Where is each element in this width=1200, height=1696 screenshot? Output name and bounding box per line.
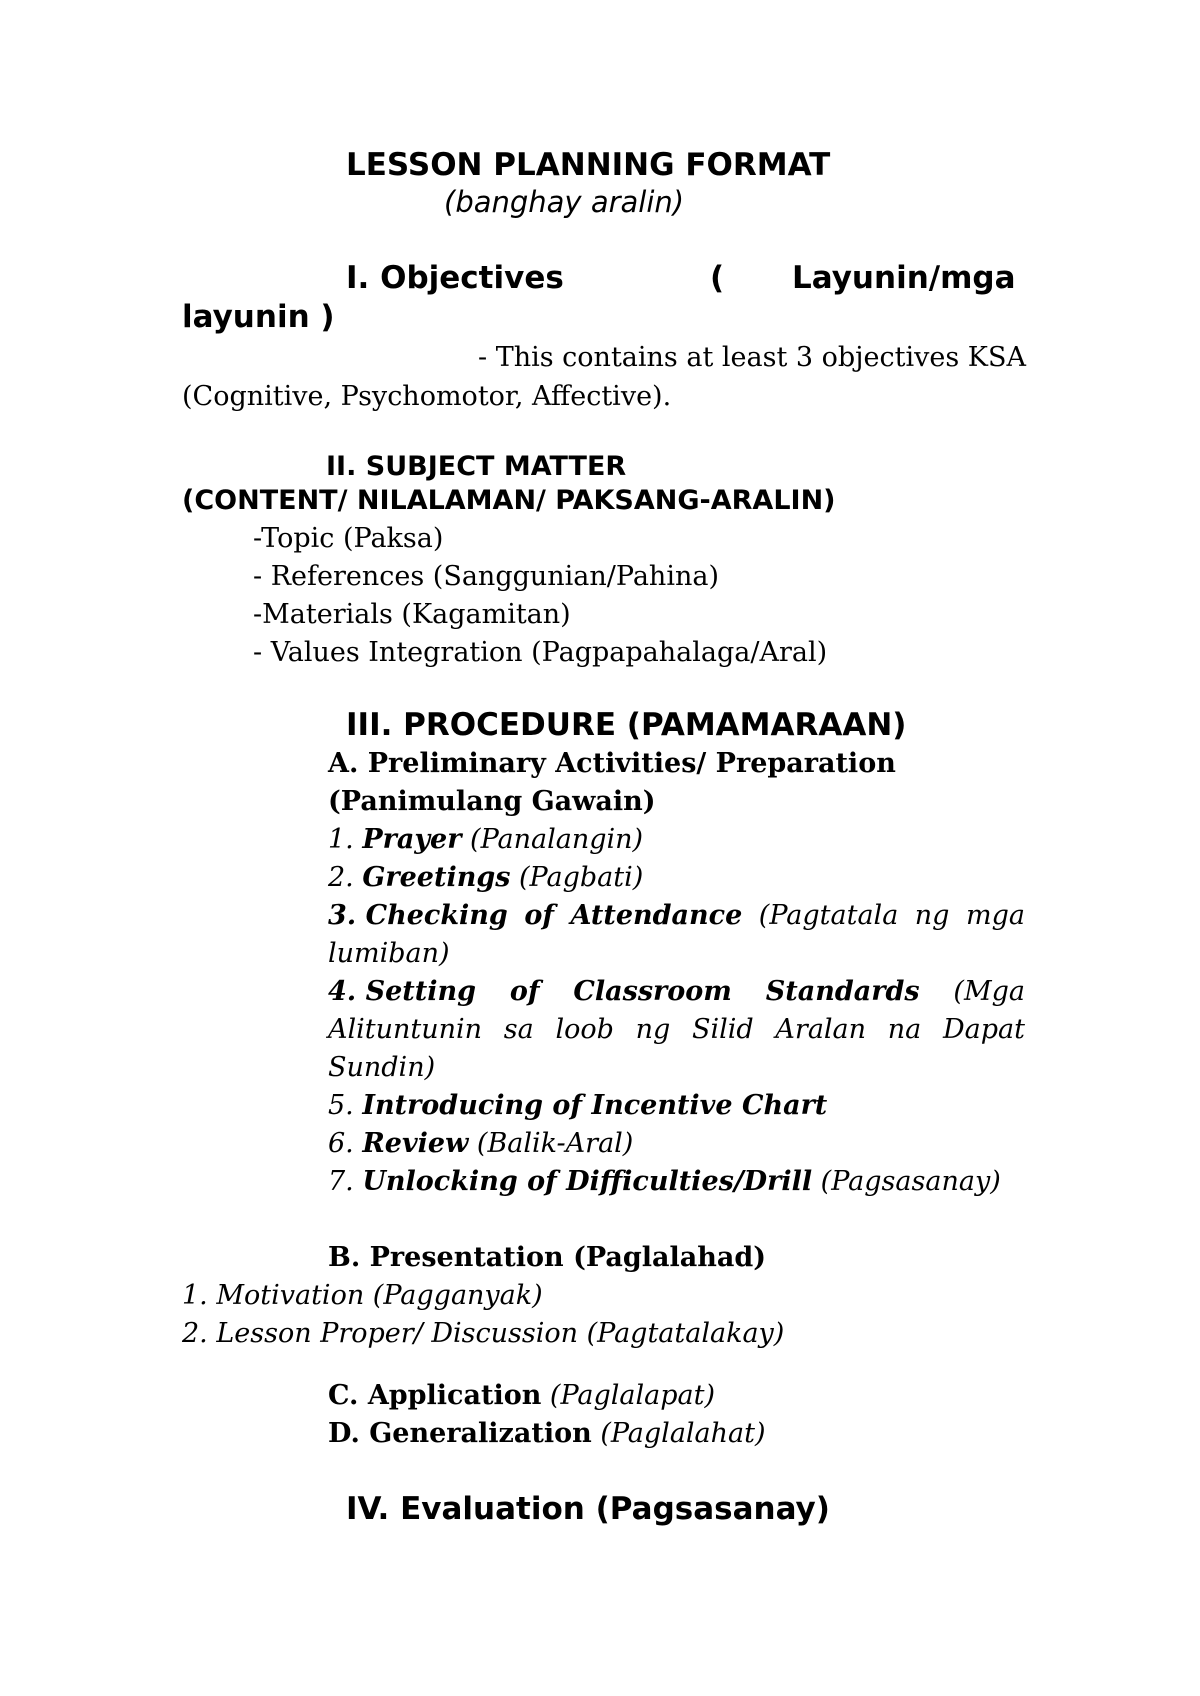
presentation-heading: B. Presentation (Paglalahad) [328,1242,767,1273]
preliminary-activities-subheading: (Panimulang Gawain) [328,786,656,817]
objectives-description-line-1: - This contains at least 3 objectives KSA [478,342,1026,373]
objectives-heading-label: I. Objectives [346,260,564,296]
objectives-description-line-2: (Cognitive, Psychomotor, Affective). [182,381,672,412]
step-greetings [328,864,643,891]
subject-matter-item-topic: -Topic (Paksa) [253,523,444,554]
step-number: 2. [328,862,363,893]
document-title: LESSON PLANNING FORMAT [346,147,831,183]
step-review [328,1130,633,1157]
step-word: Alituntunin [328,1014,483,1045]
generalization-label: D. Generalization [328,1418,592,1449]
step-word: (Pagtatala [758,900,899,931]
step-translation: (Balik-Aral) [468,1128,634,1159]
step-prayer [328,826,643,853]
step-word: Dapat [942,1014,1025,1045]
step-word: Standards [765,976,920,1007]
step-word: Aralan [775,1014,867,1045]
step-word: 4. Setting [328,976,476,1007]
application-translation: (Paglalapat) [541,1380,716,1411]
preliminary-activities-heading: A. Preliminary Activities/ Preparation [328,748,896,779]
document-subtitle: (banghay aralin) [444,185,685,219]
objectives-heading-paren: ( [710,260,725,296]
step-word: Classroom [573,976,732,1007]
application-label: C. Application [328,1380,542,1411]
step-word: mga [965,900,1025,931]
step-word: loob [555,1014,614,1045]
step-word: na [887,1014,922,1045]
step-checking-attendance [328,902,1025,929]
step-translation: (Pagsasanay) [812,1166,1001,1197]
step-word: sa [503,1014,534,1045]
presentation-item-motivation: 1. Motivation (Pagganyak) [182,1280,543,1311]
step-title: Greetings [362,862,511,893]
objectives-heading-tagalog: Layunin/mga [792,260,1016,296]
subject-matter-heading: II. SUBJECT MATTER [326,451,627,482]
objectives-heading-cont: layunin ) [182,299,335,335]
step-title: Review [362,1128,469,1159]
step-word: 3. Checking [328,900,508,931]
evaluation-heading: IV. Evaluation (Pagsasanay) [346,1491,830,1527]
step-word: ng [914,900,950,931]
step-title: Prayer [362,824,462,855]
step-translation: (Panalangin) [461,824,644,855]
step-word: Silid [692,1014,754,1045]
procedure-heading: III. PROCEDURE (PAMAMARAAN) [346,707,907,743]
step-translation: (Pagbati) [510,862,644,893]
step-title: Introducing of Incentive Chart [362,1090,828,1121]
step-number: 5. [328,1090,363,1121]
step-word: of [524,900,554,931]
step-incentive-chart [328,1092,827,1119]
application-line [328,1382,715,1409]
step-number: 6. [328,1128,363,1159]
step-number: 7. [328,1166,363,1197]
step-classroom-standards-cont [328,1016,1025,1043]
presentation-item-lesson-proper: 2. Lesson Proper/ Discussion (Pagtatalakay) [182,1318,785,1349]
subject-matter-subheading: (CONTENT/ NILALAMAN/ PAKSANG-ARALIN) [182,485,836,516]
step-checking-attendance-cont: lumiban) [328,938,450,969]
step-classroom-standards [328,978,1025,1005]
step-unlocking-difficulties [328,1168,1001,1195]
step-word: Attendance [570,900,743,931]
step-word: (Mga [953,976,1025,1007]
step-word: of [509,976,540,1007]
subject-matter-item-materials: -Materials (Kagamitan) [253,599,571,630]
step-word: ng [635,1014,671,1045]
subject-matter-item-references: - References (Sanggunian/Pahina) [253,561,719,592]
subject-matter-item-values: - Values Integration (Pagpapahalaga/Aral) [253,637,828,668]
generalization-line [328,1420,766,1447]
step-title: Unlocking of Difficulties/Drill [362,1166,813,1197]
step-number: 1. [328,824,363,855]
step-classroom-standards-cont-2: Sundin) [328,1052,436,1083]
generalization-translation: (Paglalahat) [591,1418,766,1449]
